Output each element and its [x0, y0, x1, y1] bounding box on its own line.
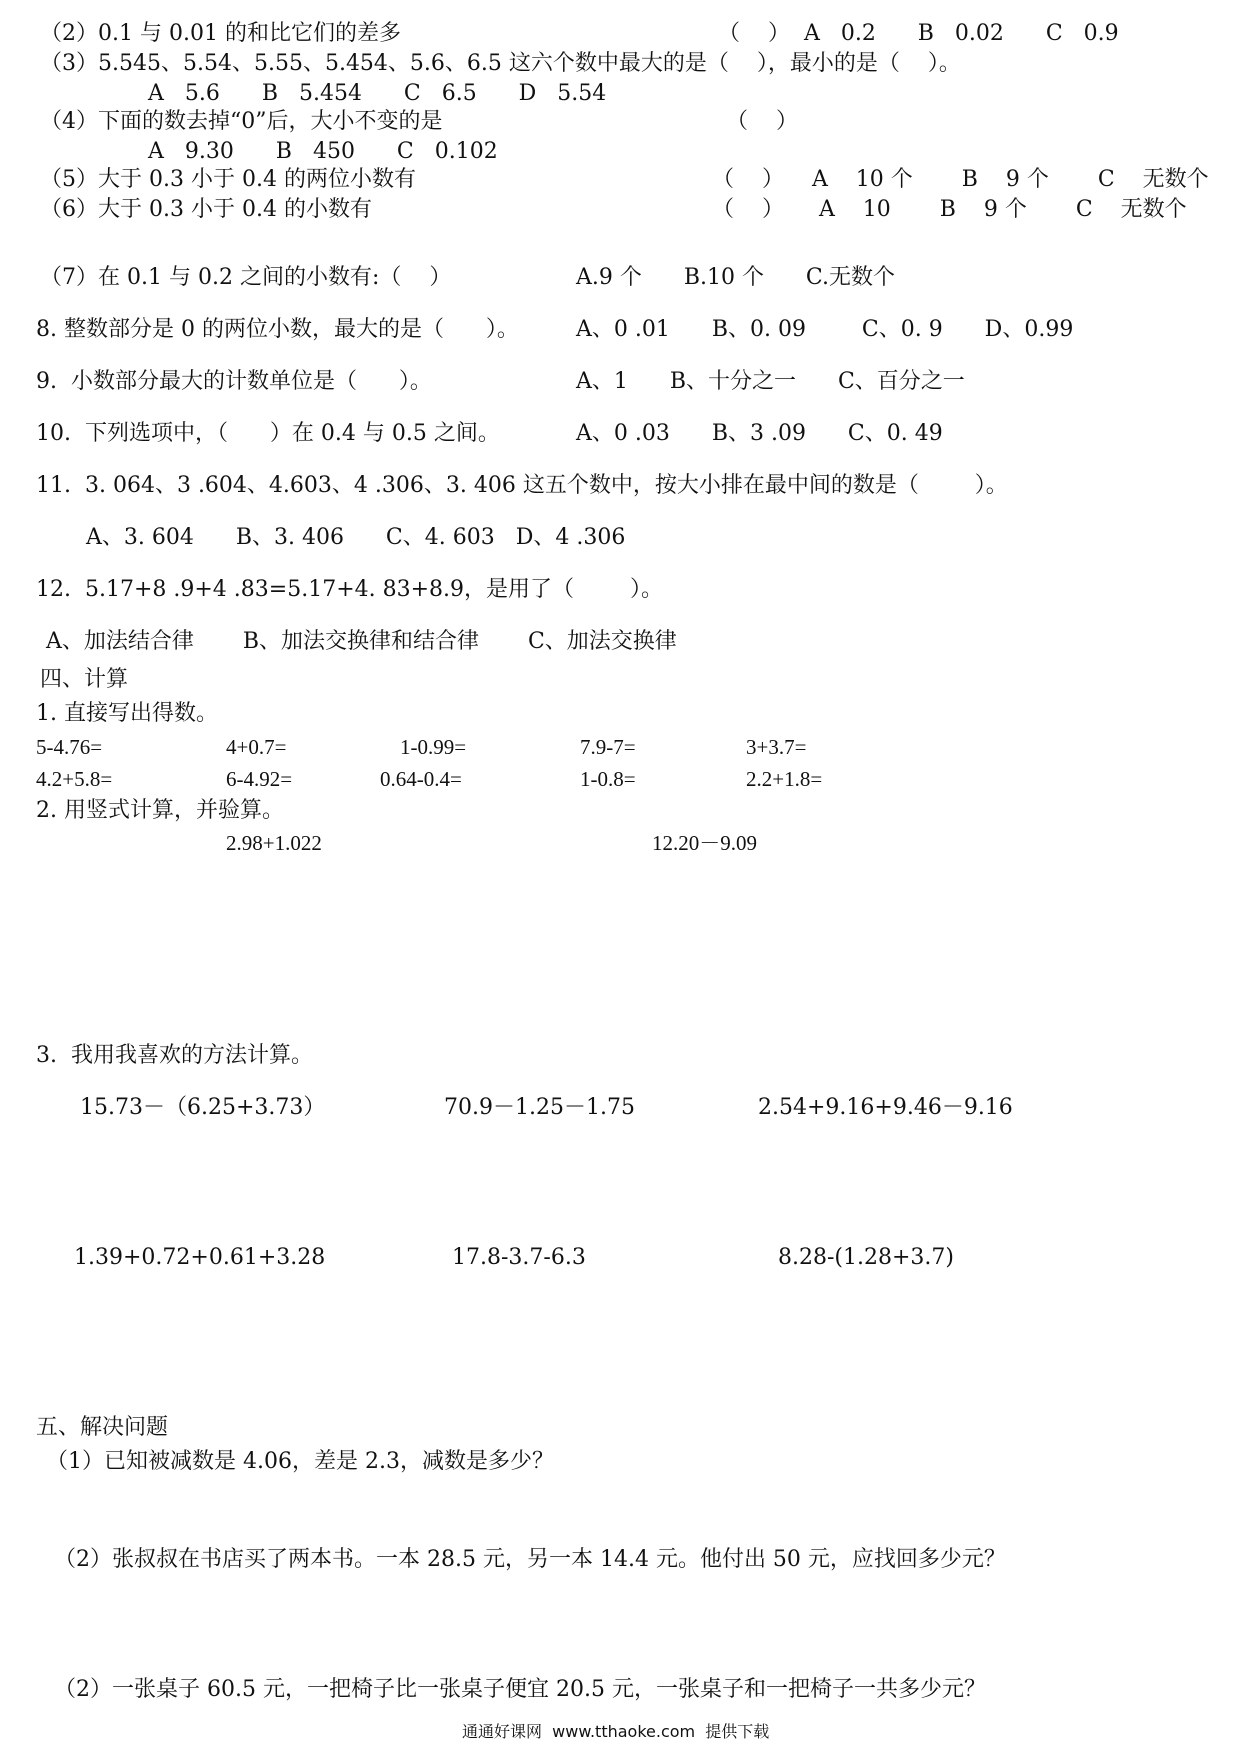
- favorite-item: 2.54+9.16+9.46－9.16: [758, 1095, 1013, 1120]
- q10-stem: 10. 下列选项中，（ ）在 0.4 与 0.5 之间。: [36, 421, 500, 446]
- q11-stem: 11. 3. 064、3 .604、4.603、4 .306、3. 406 这五个数中，按大小排在最中间的数是（ ）。: [36, 473, 1008, 498]
- q2-stem: （2）0.1 与 0.01 的和比它们的差多: [40, 21, 401, 46]
- direct-item: 7.9-7=: [580, 735, 636, 759]
- favorite-item: 8.28-(1.28+3.7): [778, 1245, 954, 1270]
- q4-options: A 9.30 B 450 C 0.102: [148, 139, 498, 164]
- direct-item: 0.64-0.4=: [380, 767, 462, 791]
- problem-item: （1）已知被减数是 4.06，差是 2.3，减数是多少？: [46, 1449, 554, 1474]
- q12-options: A、加法结合律 B、加法交换律和结合律 C、加法交换律: [46, 629, 677, 654]
- q5-options: （ ） A 10 个 B 9 个 C 无数个: [712, 167, 1209, 192]
- q8-stem: 8. 整数部分是 0 的两位小数，最大的是（ ）。: [36, 317, 519, 342]
- direct-item: 6-4.92=: [226, 767, 293, 791]
- favorite-item: 1.39+0.72+0.61+3.28: [74, 1245, 326, 1270]
- vertical-item: 2.98+1.022: [226, 831, 322, 855]
- q9-options: A、1 B、十分之一 C、百分之一: [576, 369, 965, 394]
- problem-item: （2）一张桌子 60.5 元，一把椅子比一张桌子便宜 20.5 元，一张桌子和一把椅子一共多少元？: [54, 1677, 986, 1702]
- q10-options: A、0 .03 B、3 .09 C、0. 49: [576, 421, 943, 446]
- favorite-title: 3. 我用我喜欢的方法计算。: [36, 1043, 313, 1068]
- direct-item: 5-4.76=: [36, 735, 103, 759]
- direct-item: 3+3.7=: [746, 735, 807, 759]
- q4-stem: （4）下面的数去掉“0”后，大小不变的是: [40, 109, 443, 134]
- favorite-item: 70.9－1.25－1.75: [444, 1095, 635, 1120]
- q12-stem: 12. 5.17+8 .9+4 .83=5.17+4. 83+8.9，是用了（ ）。: [36, 577, 663, 602]
- vertical-title: 2. 用竖式计算，并验算。: [36, 798, 284, 823]
- q6-options: （ ） A 10 B 9 个 C 无数个: [712, 197, 1187, 222]
- page-footer: 通通好课网 www.tthaoke.com 提供下载: [462, 1722, 770, 1741]
- section-problems-heading: 五、解决问题: [36, 1415, 169, 1440]
- q11-options: A、3. 604 B、3. 406 C、4. 603 D、4 .306: [86, 525, 626, 550]
- section-calc-heading: 四、计算: [40, 667, 129, 692]
- favorite-item: 15.73－（6.25+3.73）: [80, 1095, 326, 1120]
- direct-item: 1-0.8=: [580, 767, 636, 791]
- q3-stem: （3）5.545、5.54、5.55、5.454、5.6、6.5 这六个数中最大的是（ ），最小的是（ ）。: [40, 51, 961, 76]
- favorite-item: 17.8-3.7-6.3: [452, 1245, 586, 1270]
- direct-item: 4+0.7=: [226, 735, 287, 759]
- q2-options: （ ） A 0.2 B 0.02 C 0.9: [718, 21, 1119, 46]
- q5-stem: （5）大于 0.3 小于 0.4 的两位小数有: [40, 167, 416, 192]
- problem-item: （2）张叔叔在书店买了两本书。一本 28.5 元，另一本 14.4 元。他付出 50 元，应找回多少元？: [54, 1547, 1006, 1572]
- q7-options: A.9 个 B.10 个 C.无数个: [576, 265, 895, 290]
- vertical-item: 12.20－9.09: [652, 831, 757, 855]
- q4-blank: （ ）: [726, 109, 798, 134]
- direct-item: 1-0.99=: [400, 735, 467, 759]
- direct-item: 2.2+1.8=: [746, 767, 823, 791]
- direct-item: 4.2+5.8=: [36, 767, 113, 791]
- q9-stem: 9. 小数部分最大的计数单位是（ ）。: [36, 369, 432, 394]
- q8-options: A、0 .01 B、0. 09 C、0. 9 D、0.99: [576, 317, 1074, 342]
- direct-title: 1. 直接写出得数。: [36, 701, 218, 726]
- q3-options: A 5.6 B 5.454 C 6.5 D 5.54: [148, 81, 607, 106]
- q6-stem: （6）大于 0.3 小于 0.4 的小数有: [40, 197, 372, 222]
- q7-stem: （7）在 0.1 与 0.2 之间的小数有:（ ）: [40, 265, 452, 290]
